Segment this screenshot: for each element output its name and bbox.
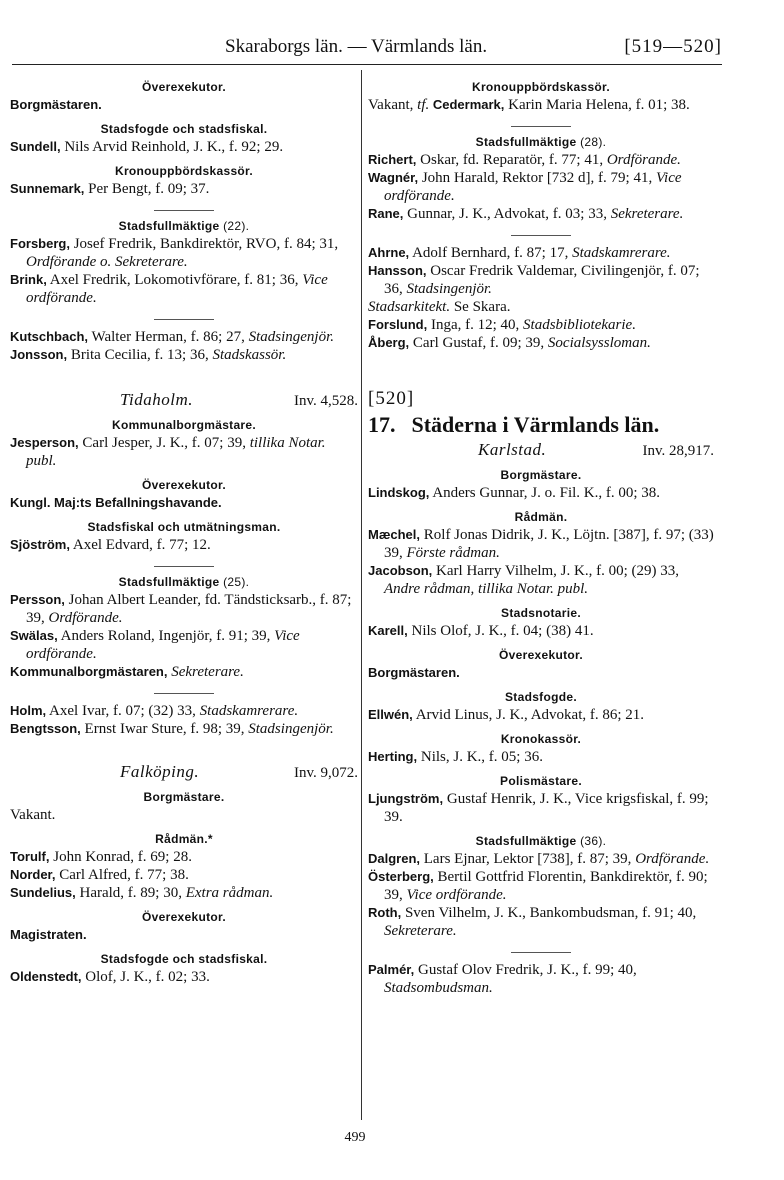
left-column [10,72,358,986]
section-heading: Överexekutor. [142,80,226,94]
page-header [0,0,784,70]
section-heading: Stadsfogde. [505,690,577,704]
entry: Sjöström, Axel Edvard, f. 77; 12. [10,537,211,553]
entry: Swälas, Anders Roland, Ingenjör, f. 91; 39, Vice ordförande. [10,628,300,662]
entry: Forslund, Inga, f. 12; 40, Stadsbibliotekarie. [368,317,636,333]
divider [154,319,214,320]
entry: Roth, Sven Vilhelm, J. K., Bankombudsman, f. 91; 40, Sekreterare. [368,905,697,939]
section-heading: Kommunalborgmästare. [111,418,257,432]
section-heading: Stadsfullmäktige (25). [118,575,250,589]
section-heading: Stadsfullmäktige (28). [475,135,607,149]
entry: Torulf, John Konrad, f. 69; 28. [10,849,192,865]
entry: Borgmästaren. [368,665,460,680]
entry: Jesperson, Carl Jesper, J. K., f. 07; 39, tillika Notar. publ. [10,435,326,469]
section-heading: Borgmästare. [143,790,225,804]
entry: Jonsson, Brita Cecilia, f. 13; 36, Stadskassör. [10,347,287,363]
entry: Lindskog, Anders Gunnar, J. o. Fil. K., f. 00; 38. [368,485,661,501]
section-heading: Rådmän. [514,510,568,524]
section-heading: Överexekutor. [499,648,583,662]
section-heading: Kronokassör. [500,732,582,746]
entry: Hansson, Oscar Fredrik Valdemar, Civilingenjör, f. 07; 36, Stadsingenjör. [368,263,700,297]
entry: Herting, Nils, J. K., f. 05; 36. [368,749,543,765]
section-heading: Stadsfullmäktige (36). [475,834,607,848]
running-title: Skaraborgs län. — Värmlands län. [225,36,488,57]
entry: Ellwén, Arvid Linus, J. K., Advokat, f. 86; 21. [368,707,645,723]
right-column [368,72,714,997]
section-heading: Stadsfiskal och utmätningsman. [87,520,281,534]
section-heading: Rådmän.* [155,832,213,846]
city-heading-falkoping: Falköping. Inv. 9,072. [120,762,358,781]
entry: Österberg, Bertil Gottfrid Florentin, Bankdirektör, f. 90; 39, Vice ordförande. [368,869,708,903]
section-heading: Stadsfogde och stadsfiskal. [100,122,268,136]
entry: Borgmästaren. [10,97,102,112]
entry: Vakant. [10,807,56,823]
section-heading: Överexekutor. [142,478,226,492]
section-heading: Polismästare. [500,774,582,788]
entry: Ljungström, Gustaf Henrik, J. K., Vice krigsfiskal, f. 99; 39. [368,791,709,825]
entry: Stadsarkitekt. Se Skara. [368,299,511,315]
entry: Oldenstedt, Olof, J. K., f. 02; 33. [10,969,210,985]
column-divider [361,70,362,1120]
section-heading: Överexekutor. [142,910,226,924]
entry: Palmér, Gustaf Olov Fredrik, J. K., f. 99; 40, Stadsombudsman. [368,962,637,996]
divider [154,210,214,211]
section-heading: Kronouppbördskassör. [471,80,611,94]
entry: Dalgren, Lars Ejnar, Lektor [738], f. 87; 39, Ordförande. [368,851,710,867]
divider [511,126,571,127]
entry: Kutschbach, Walter Herman, f. 86; 27, Stadsingenjör. [10,329,335,345]
entry: Ahrne, Adolf Bernhard, f. 87; 17, Stadskamrerare. [368,245,671,261]
entry: Brink, Axel Fredrik, Lokomotivförare, f. 81; 36, Vice ordförande. [10,272,328,306]
page-marker: [520] [368,388,415,409]
section-heading: Stadsfullmäktige (22). [118,219,250,233]
entry: Sundell, Nils Arvid Reinhold, J. K., f. 92; 29. [10,139,284,155]
divider [511,235,571,236]
entry: Vakant, tf. Cedermark, Karin Maria Helena, f. 01; 38. [368,97,690,113]
entry: Richert, Oskar, fd. Reparatör, f. 77; 41, Ordförande. [368,152,681,168]
entry: Kommunalborgmästaren, Sekreterare. [10,664,244,680]
divider [154,566,214,567]
chapter-title: 17. Städerna i Värmlands län. [368,412,660,437]
entry: Jacobson, Karl Harry Vilhelm, J. K., f. 00; (29) 33, Andre rådman, tillika Notar. publ. [368,563,679,597]
entry: Kungl. Maj:ts Befallningshavande. [10,495,222,510]
entry: Norder, Carl Alfred, f. 77; 38. [10,867,189,883]
entry: Karell, Nils Olof, J. K., f. 04; (38) 41. [368,623,594,639]
section-heading: Kronouppbördskassör. [114,164,254,178]
divider [511,952,571,953]
entry: Holm, Axel Ivar, f. 07; (32) 33, Stadskamrerare. [10,703,299,719]
entry: Forsberg, Josef Fredrik, Bankdirektör, RVO, f. 84; 31, Ordförande o. Sekreterare. [10,236,339,270]
section-heading: Stadsfogde och stadsfiskal. [100,952,268,966]
entry: Mæchel, Rolf Jonas Didrik, J. K., Löjtn. [387], f. 97; (33) 39, Förste rådman. [368,527,714,561]
header-rule [12,64,722,65]
page-range: [519—520] [624,36,722,57]
entry: Bengtsson, Ernst Iwar Sture, f. 98; 39, Stadsingenjör. [10,721,334,737]
section-heading: Borgmästare. [500,468,582,482]
entry: Rane, Gunnar, J. K., Advokat, f. 03; 33, Sekreterare. [368,206,684,222]
city-heading-karlstad: Karlstad. Inv. 28,917. [478,440,714,459]
entry: Persson, Johan Albert Leander, fd. Tändsticksarb., f. 87; 39, Ordförande. [10,592,352,626]
entry: Magistraten. [10,927,87,942]
divider [154,693,214,694]
entry: Sunnemark, Per Bengt, f. 09; 37. [10,181,210,197]
entry: Sundelius, Harald, f. 89; 30, Extra rådman. [10,885,274,901]
page-number: 499 [344,1130,366,1145]
entry: Wagnér, John Harald, Rektor [732 d], f. 79; 41, Vice ordförande. [368,170,682,204]
city-heading-tidaholm: Tidaholm. Inv. 4,528. [120,390,358,409]
entry: Åberg, Carl Gustaf, f. 09; 39, Socialsyssloman. [368,335,651,351]
section-heading: Stadsnotarie. [501,606,581,620]
